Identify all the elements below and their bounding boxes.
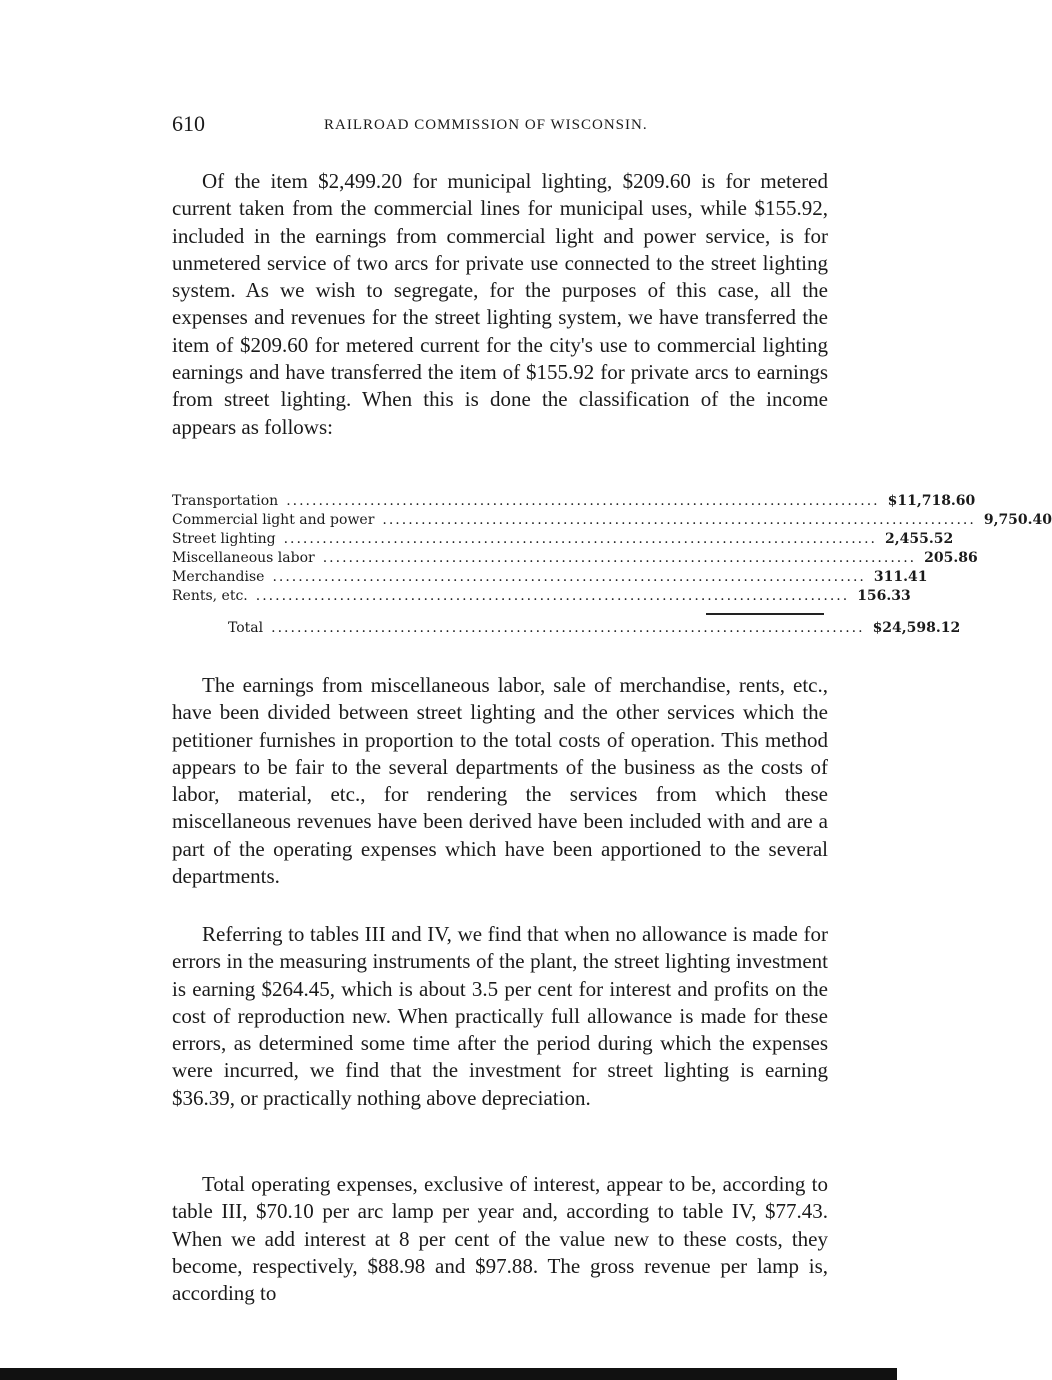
page-header bbox=[172, 111, 828, 141]
paragraph-operating-expenses: Total operating expenses, exclusive of interest, appear to be, according to table III, $70.10 per arc lamp per year and, according to table IV, $77.43. When we add interest at 8 per cent of the value new to these costs, they become, respectively, $88.98 and $97.88. The gross revenue per lamp is, according to bbox=[172, 1172, 828, 1306]
table-row bbox=[172, 511, 1052, 530]
total-rule bbox=[706, 613, 824, 615]
row-label: Transportation bbox=[172, 493, 279, 509]
paragraph-municipal-lighting: Of the item $2,499.20 for municipal lighting, $209.60 is for metered current taken from the commercial lines for municipal uses, while $155.92, included in the earnings from commercial light and power service, is for unmetered service of two arcs for private use connected to the street lighting system. As we wish to segregate, for the purposes of this case, all the expenses and revenues for the street lighting system, we have transferred the item of $209.60 for metered current for the city's use to commercial lighting earnings and have transferred the item of $155.92 for private arcs to earnings from street lighting. When this is done the classification of the income appears as follows: bbox=[172, 169, 828, 439]
row-amount: 9,750.40 bbox=[983, 512, 1052, 528]
table-row bbox=[172, 568, 928, 587]
leader-dots: ............................................................................................ bbox=[283, 531, 877, 547]
paragraph-street-lighting-investment: Referring to tables III and IV, we find that when no allowance is made for errors in the measuring instruments of the plant, the street lighting investment is earning $264.45, which is about 3.5 per cent for interest and profits on the cost of reproduction new. When practically full allowance is made for these errors, as determined some time after the period during which the expenses were incurred, we find that the investment for street lighting is earning $36.39, or practically nothing above depreciation. bbox=[172, 922, 828, 1110]
leader-dots: ............................................................................................ bbox=[322, 550, 917, 566]
leader-dots: ............................................................................................ bbox=[255, 588, 850, 604]
row-label: Street lighting bbox=[172, 531, 276, 547]
row-amount: 311.41 bbox=[873, 569, 928, 585]
row-amount: 2,455.52 bbox=[885, 531, 954, 547]
row-label: Rents, etc. bbox=[172, 588, 248, 604]
row-amount: 205.86 bbox=[924, 550, 978, 566]
page-number: 610 bbox=[172, 111, 205, 136]
row-amount: 156.33 bbox=[857, 588, 911, 604]
row-label: Merchandise bbox=[172, 569, 265, 585]
leader-dots: ............................................................................................ bbox=[272, 569, 866, 585]
leader-dots: ............................................................................................ bbox=[382, 512, 976, 528]
total-amount: $24,598.12 bbox=[872, 620, 961, 636]
table-row bbox=[172, 549, 978, 568]
income-classification-table bbox=[172, 492, 1052, 638]
total-label: Total bbox=[228, 620, 264, 636]
table-row bbox=[172, 587, 911, 606]
table-total-row bbox=[172, 619, 961, 638]
row-label: Commercial light and power bbox=[172, 512, 375, 528]
leader-dots: ............................................................................................ bbox=[271, 620, 865, 636]
leader-dots: ............................................................................................ bbox=[286, 493, 880, 509]
scan-edge-bar bbox=[0, 1368, 897, 1380]
row-label: Miscellaneous labor bbox=[172, 550, 315, 566]
running-title: RAILROAD COMMISSION OF WISCONSIN. bbox=[324, 117, 648, 133]
row-amount: $11,718.60 bbox=[887, 493, 976, 509]
table-row bbox=[172, 530, 954, 549]
table-row bbox=[172, 492, 976, 511]
paragraph-miscellaneous-earnings: The earnings from miscellaneous labor, sale of merchandise, rents, etc., have been divided between street lighting and the other services which the petitioner furnishes in proportion to the total costs of operation. This method appears to be fair to the several departments of the business as the costs of labor, material, etc., for rendering the services from which these miscellaneous revenues have been derived have been included with and are a part of the operating expenses which have been apportioned to the several departments. bbox=[172, 673, 828, 889]
